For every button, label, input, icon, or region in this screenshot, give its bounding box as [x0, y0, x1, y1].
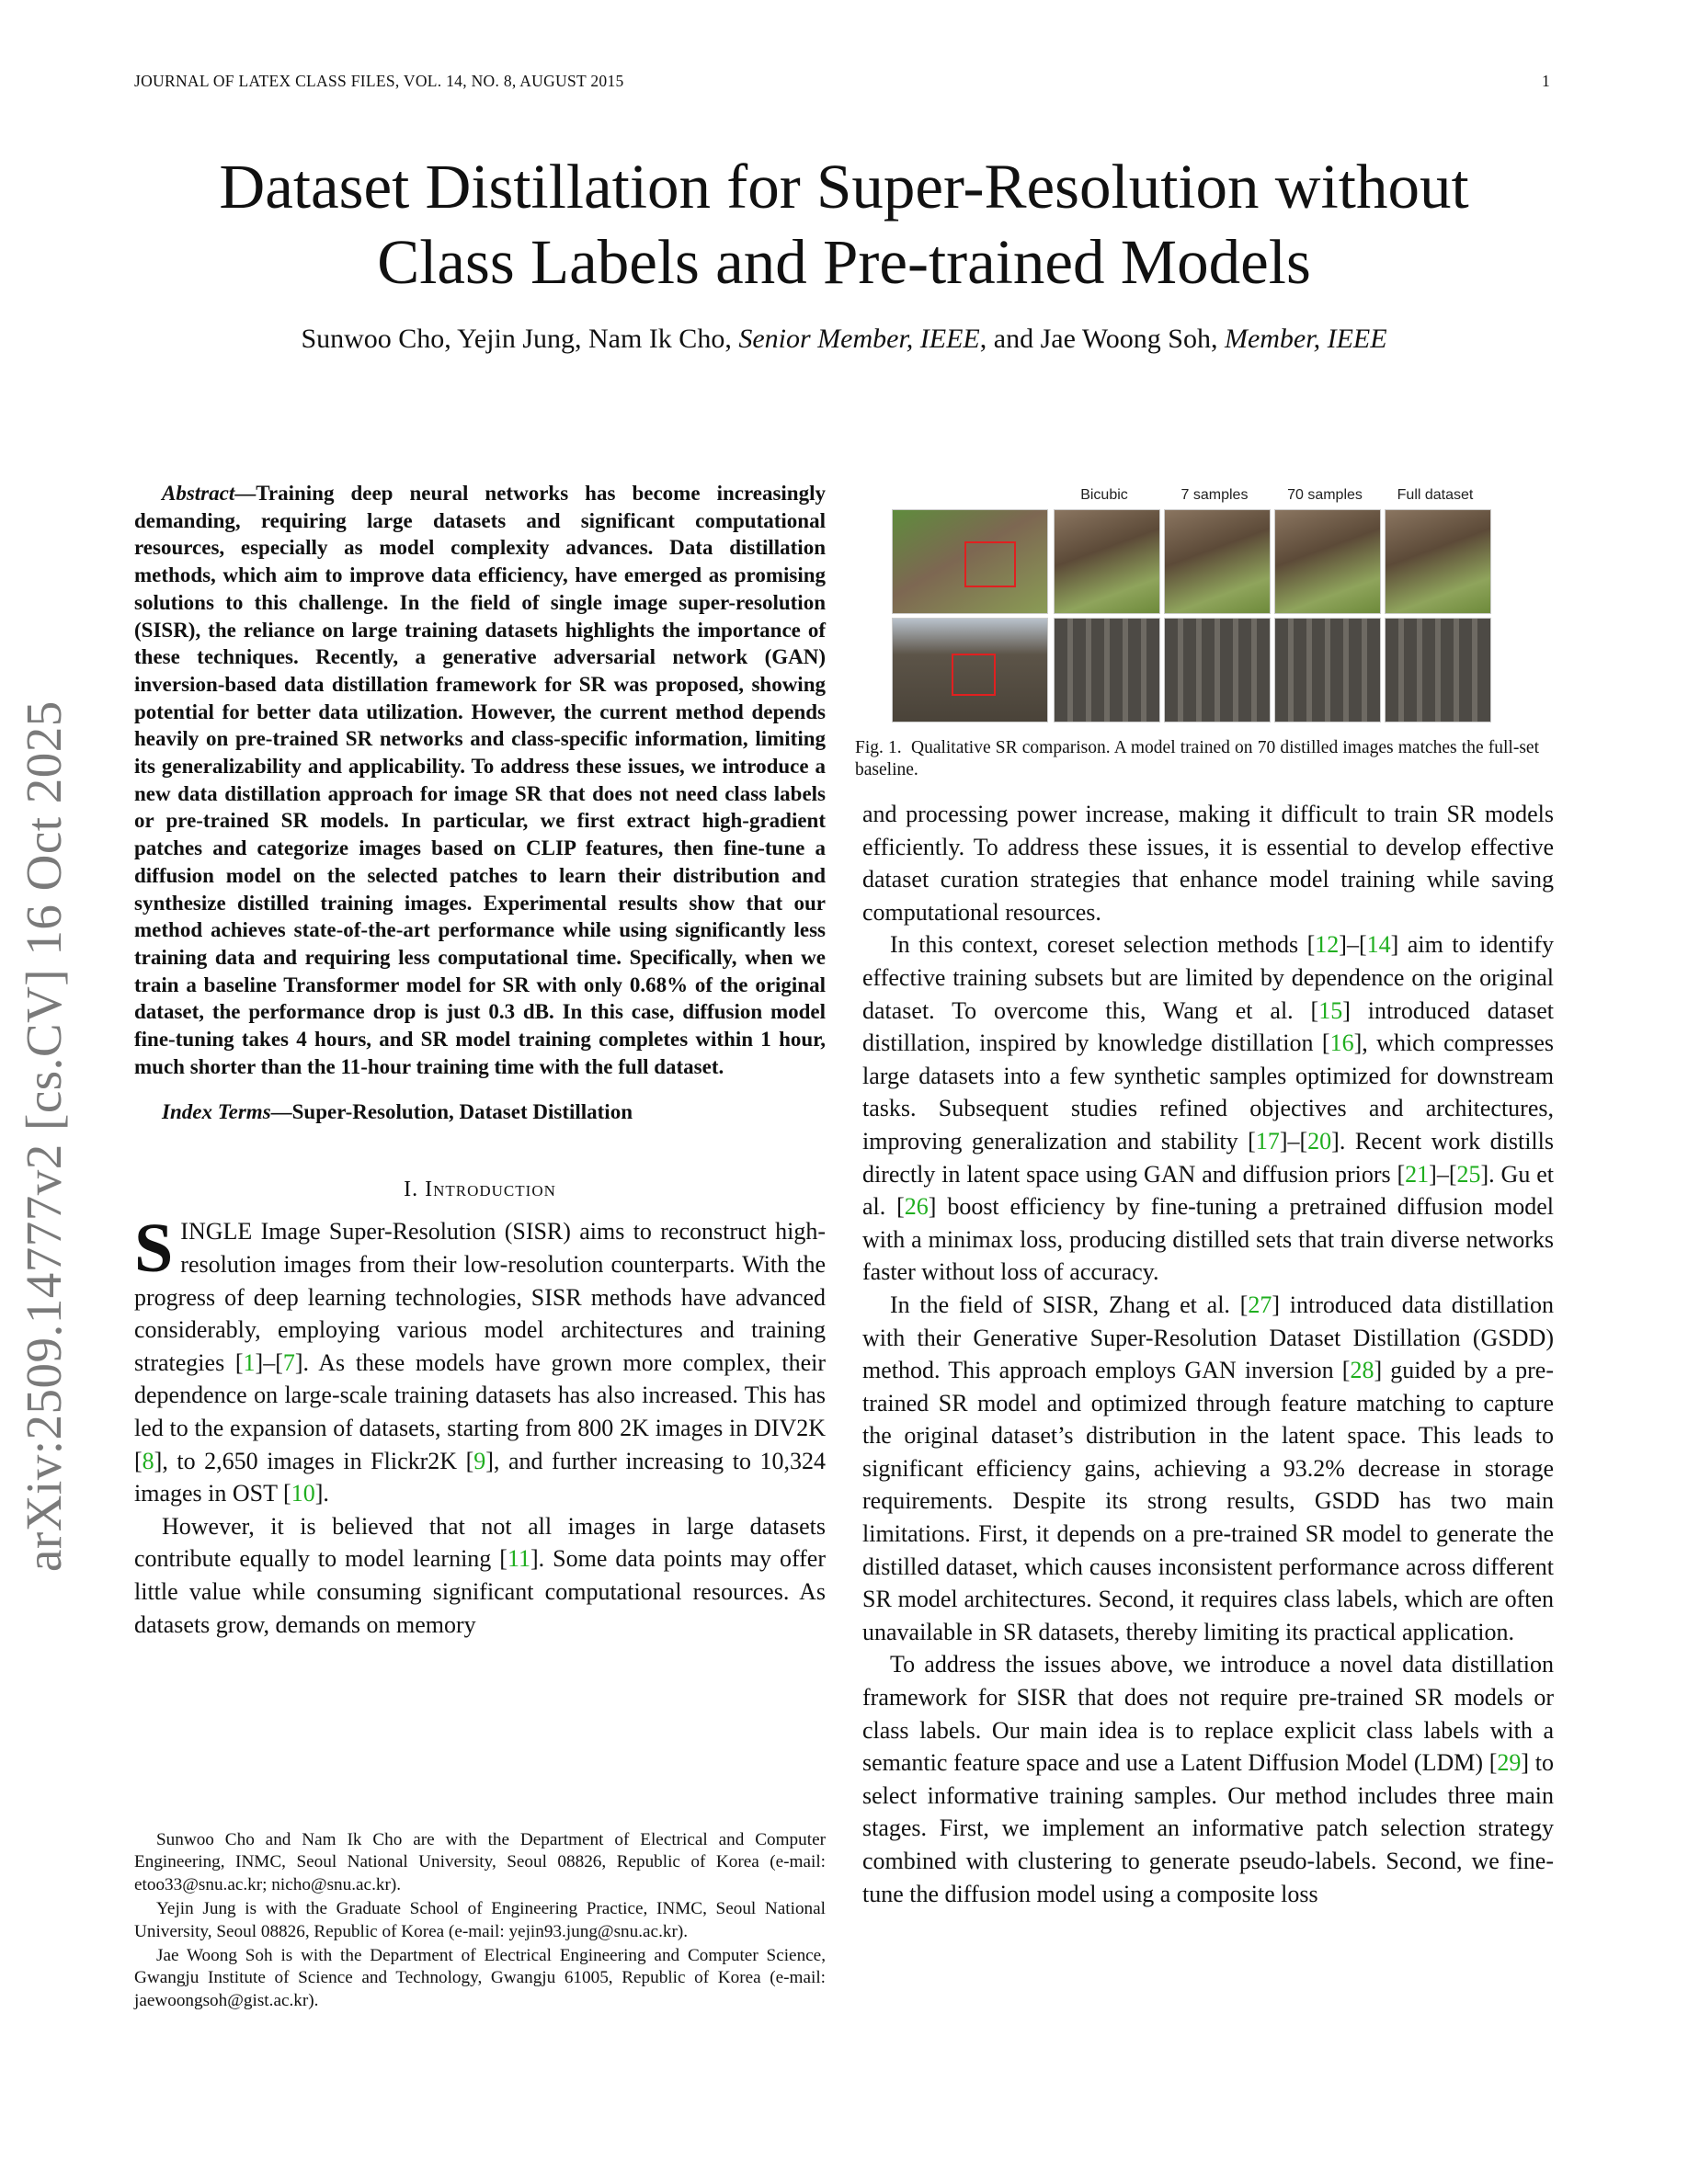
text-run: However, it is believed that not all images in large datasets contribute equally to model learning [	[134, 1512, 826, 1573]
citation-link[interactable]: 11	[507, 1545, 530, 1573]
footnotes	[134, 1829, 826, 2014]
text-run: ] boost efficiency by fine-tuning a pretrained diffusion model with a minimax loss, producing distilled sets that train diverse networks faster without loss of accuracy.	[862, 1193, 1555, 1286]
intro-paragraph-2	[134, 1510, 826, 1641]
citation-link[interactable]: 10	[291, 1480, 315, 1507]
abstract	[134, 480, 826, 1080]
building-bicubic-image	[1054, 618, 1160, 722]
citation-link[interactable]: 20	[1307, 1127, 1332, 1155]
text-run: ].	[314, 1480, 329, 1507]
text-run: ]–[	[1279, 1127, 1308, 1155]
raccoon-70-samples-image	[1274, 509, 1381, 614]
caption-label: Fig. 1.	[855, 738, 902, 757]
text-run: In the field of SISR, Zhang et al. [	[890, 1291, 1249, 1318]
raccoon-7-samples-image	[1164, 509, 1271, 614]
building-7-samples-image	[1164, 618, 1271, 722]
authors-role-b: Member, IEEE	[1224, 324, 1387, 354]
text-run: INGLE Image Super-Resolution (SISR) aims to reconstruct high-resolution images from their low-resolution counterparts. With the progress of deep learning technologies, SISR methods have advanced considerably, employing various model architectures and training strategies [	[134, 1218, 826, 1376]
section-heading	[134, 1177, 826, 1202]
journal-name: JOURNAL OF LATEX CLASS FILES, VOL. 14, NO. 8, AUGUST 2015	[134, 72, 624, 90]
building-70-samples-image	[1274, 618, 1381, 722]
citation-link[interactable]: 12	[1315, 931, 1340, 959]
authors-names-a: Sunwoo Cho, Yejin Jung, Nam Ik Cho,	[301, 324, 739, 354]
citation-link[interactable]: 27	[1248, 1291, 1272, 1318]
page-number: 1	[1541, 72, 1550, 90]
citation-link[interactable]: 15	[1318, 996, 1343, 1024]
citation-link[interactable]: 28	[1350, 1357, 1374, 1384]
citation-link[interactable]: 1	[243, 1348, 256, 1376]
right-paragraph-0: and processing power increase, making it difficult to train SR models efficiently. To address these issues, it is essential to develop effective dataset curation strategies that enhance model training while saving computational resources.	[862, 801, 1554, 926]
citation-link[interactable]: 8	[142, 1447, 154, 1474]
citation-link[interactable]: 21	[1405, 1160, 1430, 1188]
caption-text: Qualitative SR comparison. A model trained on 70 distilled images matches the full-set baseline.	[855, 738, 1539, 779]
footnote-2: Yejin Jung is with the Graduate School of Engineering Practice, INMC, Seoul National University, Seoul 08826, Republic of Korea (e-mail: yejin93.jung@snu.ac.kr).	[134, 1899, 826, 1941]
fig-col-label: Full dataset	[1397, 487, 1474, 503]
section-number: I.	[404, 1177, 419, 1202]
authors-role-a: Senior Member, IEEE	[738, 324, 980, 354]
text-run: ], and further increasing to 10,324 images in OST [	[134, 1447, 826, 1507]
author-list	[110, 324, 1578, 355]
right-paragraph-1	[862, 928, 1554, 1289]
authors-names-b: , and Jae Woong Soh,	[979, 324, 1225, 354]
text-run: ]. Recent work distills directly in latent space using GAN and diffusion priors [	[862, 1127, 1554, 1188]
text-run: In this context, coreset selection methods [	[890, 931, 1316, 959]
text-run: ], which compresses large datasets into a few synthetic samples optimized for downstream tasks. Subsequent studies refined objectives and architectures, improving generalization and stability [	[862, 1029, 1555, 1155]
citation-link[interactable]: 14	[1366, 931, 1391, 959]
figure-1	[892, 483, 1550, 732]
citation-link[interactable]: 17	[1255, 1127, 1280, 1155]
roi-box	[952, 654, 996, 696]
text-run: ]. As these models have grown more complex, their dependence on large-scale training datasets has also increased. This has led to the expansion of datasets, starting from 800 2K images in DIV2K [	[134, 1348, 827, 1474]
abstract-text: —Training deep neural networks has become increasingly demanding, requiring large datasets and significant computational resources, especially as model complexity advances. Data distillation methods, which aim to improve data efficiency, have emerged as promising solutions to this challenge. In the field of single image super-resolution (SISR), the reliance on large training datasets highlights the importance of these techniques. Recently, a generative adversarial network (GAN) inversion-based data distillation framework for SR was proposed, showing potential for better data utilization. However, the current method depends heavily on pre-trained SR networks and class-specific information, limiting its generalizability and applicability. To address these issues, we introduce a new data distillation approach for image SR that does not need class labels or pre-trained SR models. In particular, we first extract high-gradient patches and categorize images based on CLIP features, then fine-tune a diffusion model on the selected patches to learn their distribution and synthesize distilled training images. Experimental results show that our method achieves state-of-the-art performance while using significantly less training data and requiring less computational time. Specifically, when we train a baseline Transformer model for SR with only 0.68% of the original dataset, the performance drop is just 0.3 dB. In this case, diffusion model fine-tuning takes 4 hours, and SR model training completes within 1 hour, much shorter than the 11-hour training time with the full dataset.	[134, 482, 826, 1078]
text-run: ]–[	[1429, 1160, 1457, 1188]
raccoon-full-dataset-image	[1385, 509, 1491, 614]
title-line-2: Class Labels and Pre-trained Models	[377, 227, 1311, 297]
footnote-3: Jae Woong Soh is with the Department of Electrical Engineering and Computer Science, Gwangju Institute of Science and Technology, Gwangju 61005, Republic of Korea (e-mail: jaewoongsoh@gist.ac.kr).	[134, 1946, 826, 2010]
raccoon-overview-image	[892, 509, 1048, 614]
fig-col-label: 70 samples	[1287, 487, 1363, 503]
index-terms-label: Index Terms	[162, 1100, 271, 1124]
right-paragraph-3	[862, 1648, 1554, 1910]
text-run: To address the issues above, we introduce a novel data distillation framework for SISR that does not require pre-trained SR models or class labels. Our main idea is to replace explicit class labels with a semantic feature space and use a Latent Diffusion Model (LDM) [	[862, 1651, 1554, 1777]
text-run: ]–[	[255, 1348, 283, 1376]
arxiv-watermark: arXiv:2509.14777v2 [cs.CV] 16 Oct 2025	[16, 700, 72, 1572]
raccoon-bicubic-image	[1054, 509, 1160, 614]
text-run: ] introduced dataset distillation, inspired by knowledge distillation [	[862, 996, 1554, 1057]
citation-link[interactable]: 7	[282, 1348, 295, 1376]
dropcap: S	[134, 1210, 174, 1288]
building-overview-image	[892, 618, 1048, 722]
citation-link[interactable]: 29	[1497, 1749, 1522, 1777]
text-run: ]. Gu et al. [	[862, 1160, 1554, 1221]
text-run: ] to select informative training samples. Our method includes three main stages. First, we implement an informative patch selection strategy combined with clustering to generate pseudo-labels. Second, we fine-tune the diffusion model using a composite loss	[862, 1749, 1554, 1907]
footnote-1: Sunwoo Cho and Nam Ik Cho are with the Department of Electrical and Computer Engineering, INMC, Seoul National University, Seoul 08826, Republic of Korea (e-mail: etoo33@snu.ac.kr; nicho@snu.ac.kr).	[134, 1830, 826, 1894]
citation-link[interactable]: 9	[473, 1447, 486, 1474]
intro-paragraph-1	[134, 1210, 827, 1509]
building-full-dataset-image	[1385, 618, 1491, 722]
text-run: ] introduced data distillation with their Generative Super-Resolution Dataset Distillation (GSDD) method. This approach employs GAN inversion [	[862, 1291, 1554, 1384]
roi-box	[964, 541, 1016, 587]
text-run: ]. Some data points may offer little value while consuming significant computational resources. As datasets grow, demands on memory	[134, 1545, 826, 1638]
right-column	[862, 798, 1554, 1910]
text-run: ] guided by a pre-trained SR model and optimized through feature matching to capture the original dataset’s distribution in the latent space. This leads to significant efficiency gains, achieving a 93.2% decrease in storage requirements. Despite its strong results, GSDD has two main limitations. First, it depends on a pre-trained SR model to generate the distilled dataset, which causes inconsistent performance across different SR model architectures. Second, it requires class labels, which are often unavailable in SR datasets, thereby limiting its practical application.	[862, 1357, 1554, 1645]
fig-col-label: Bicubic	[1080, 487, 1128, 503]
fig-col-label: 7 samples	[1180, 487, 1249, 503]
citation-link[interactable]: 16	[1329, 1029, 1354, 1057]
paper-title	[110, 149, 1578, 300]
abstract-label: Abstract	[162, 482, 235, 505]
text-run: ] aim to identify effective training subsets but are limited by dependence on the original dataset. To overcome this, Wang et al. [	[862, 931, 1554, 1024]
right-paragraph-2	[862, 1289, 1554, 1649]
citation-link[interactable]: 26	[904, 1193, 929, 1221]
title-line-1: Dataset Distillation for Super-Resolution without	[219, 152, 1469, 222]
left-column	[134, 480, 826, 1641]
text-run: ], to 2,650 images in Flickr2K [	[154, 1447, 474, 1474]
running-header	[134, 72, 1550, 91]
figure-caption	[855, 737, 1539, 781]
index-terms	[134, 1100, 826, 1124]
text-run: ]–[	[1339, 931, 1367, 959]
section-title: Introduction	[425, 1177, 556, 1202]
citation-link[interactable]: 25	[1456, 1160, 1481, 1188]
index-terms-text: —Super-Resolution, Dataset Distillation	[270, 1100, 633, 1124]
